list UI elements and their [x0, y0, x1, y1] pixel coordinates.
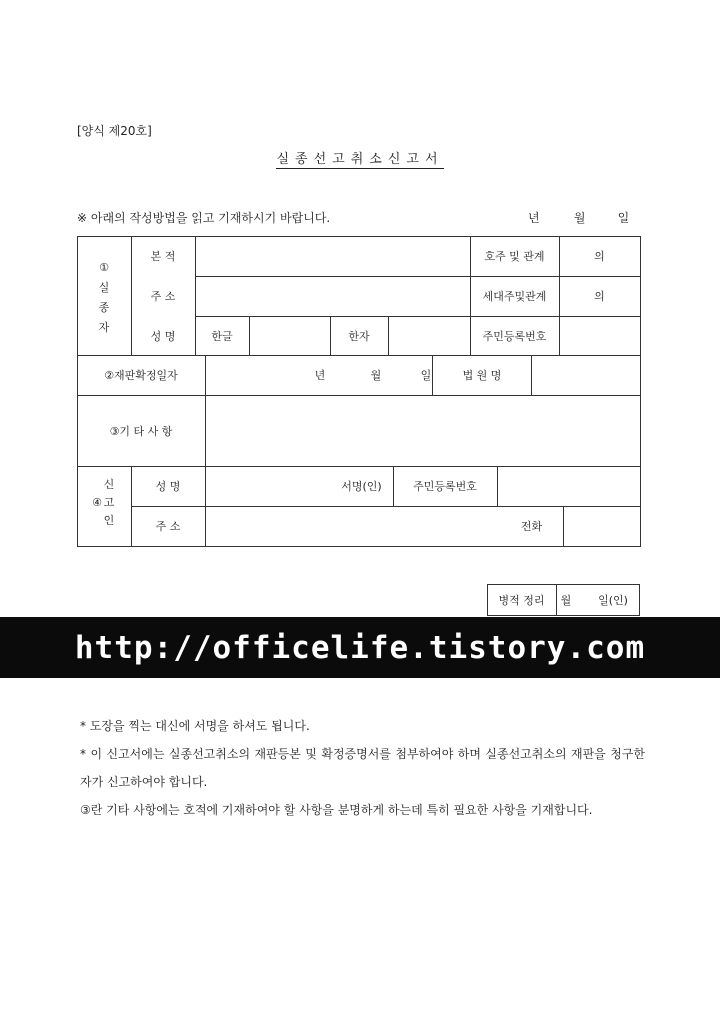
- judgment-year: 년: [314, 369, 326, 382]
- document-title-text: 실종선고취소신고서: [276, 152, 444, 167]
- missing-person-section-label: [77, 258, 131, 338]
- address-label: 주 소: [150, 290, 176, 303]
- court-name-label: 법 원 명: [462, 369, 502, 382]
- registry-label: 병적 정리: [498, 593, 545, 607]
- notes-section: [80, 712, 645, 824]
- instruction-text: ※ 아래의 작성방법을 읽고 기재하시기 바랍니다.: [77, 211, 331, 225]
- other-matters-label: ③기 타 사 항: [109, 424, 173, 438]
- missing-person-section-title: 실종자: [98, 281, 110, 334]
- signature-label: 서명(인): [341, 480, 382, 493]
- hanja-label: 한자: [348, 329, 370, 343]
- watermark-banner: http://officelife.tistory.com: [0, 617, 720, 678]
- reporter-name-label: 성 명: [155, 480, 181, 493]
- date-month: 월: [573, 211, 586, 225]
- resident-number-label: 주민등록번호: [482, 329, 547, 343]
- phone-label: 전화: [520, 520, 543, 533]
- registry-day-seal: 일(인): [598, 593, 628, 607]
- householder-relation-suffix: 의: [594, 290, 605, 303]
- hangul-label: 한글: [211, 329, 233, 343]
- judgment-month: 월: [370, 369, 382, 382]
- head-relation-label: 호주 및 관계: [484, 250, 545, 263]
- note-item: * 도장을 찍는 대신에 서명을 하셔도 됩니다.: [80, 719, 310, 733]
- name-label: 성 명: [150, 329, 176, 343]
- date-day: 일: [617, 211, 630, 225]
- judgment-day: 일: [420, 369, 432, 382]
- reporter-address-label: 주 소: [155, 520, 181, 533]
- reporter-section-label: [77, 476, 131, 530]
- reporter-section-title: 신고인: [103, 478, 115, 527]
- date-year: 년: [528, 211, 540, 225]
- domicile-label: 본 적: [150, 250, 176, 263]
- reporter-resident-number-label: 주민등록번호: [413, 480, 477, 493]
- note-item: ③란 기타 사항에는 호적에 기재하여야 할 사항을 분명하게 하는데 특히 필요한 사항을 기재합니다.: [80, 803, 593, 817]
- head-relation-suffix: 의: [594, 250, 605, 263]
- judgment-date-label: ②재판확정일자: [104, 369, 178, 382]
- note-item: * 이 신고서에는 실종선고취소의 재판등본 및 확정증명서를 첨부하여야 하며 실종선고취소의 재판을 청구한 자가 신고하여야 합니다.: [80, 747, 645, 789]
- form-number-label: [양식 제20호]: [77, 124, 152, 138]
- missing-person-section-number: ①: [99, 261, 109, 274]
- householder-relation-label: 세대주및관계: [482, 290, 547, 303]
- reporter-section-number: ④: [92, 496, 102, 509]
- registry-month: 월: [560, 593, 572, 607]
